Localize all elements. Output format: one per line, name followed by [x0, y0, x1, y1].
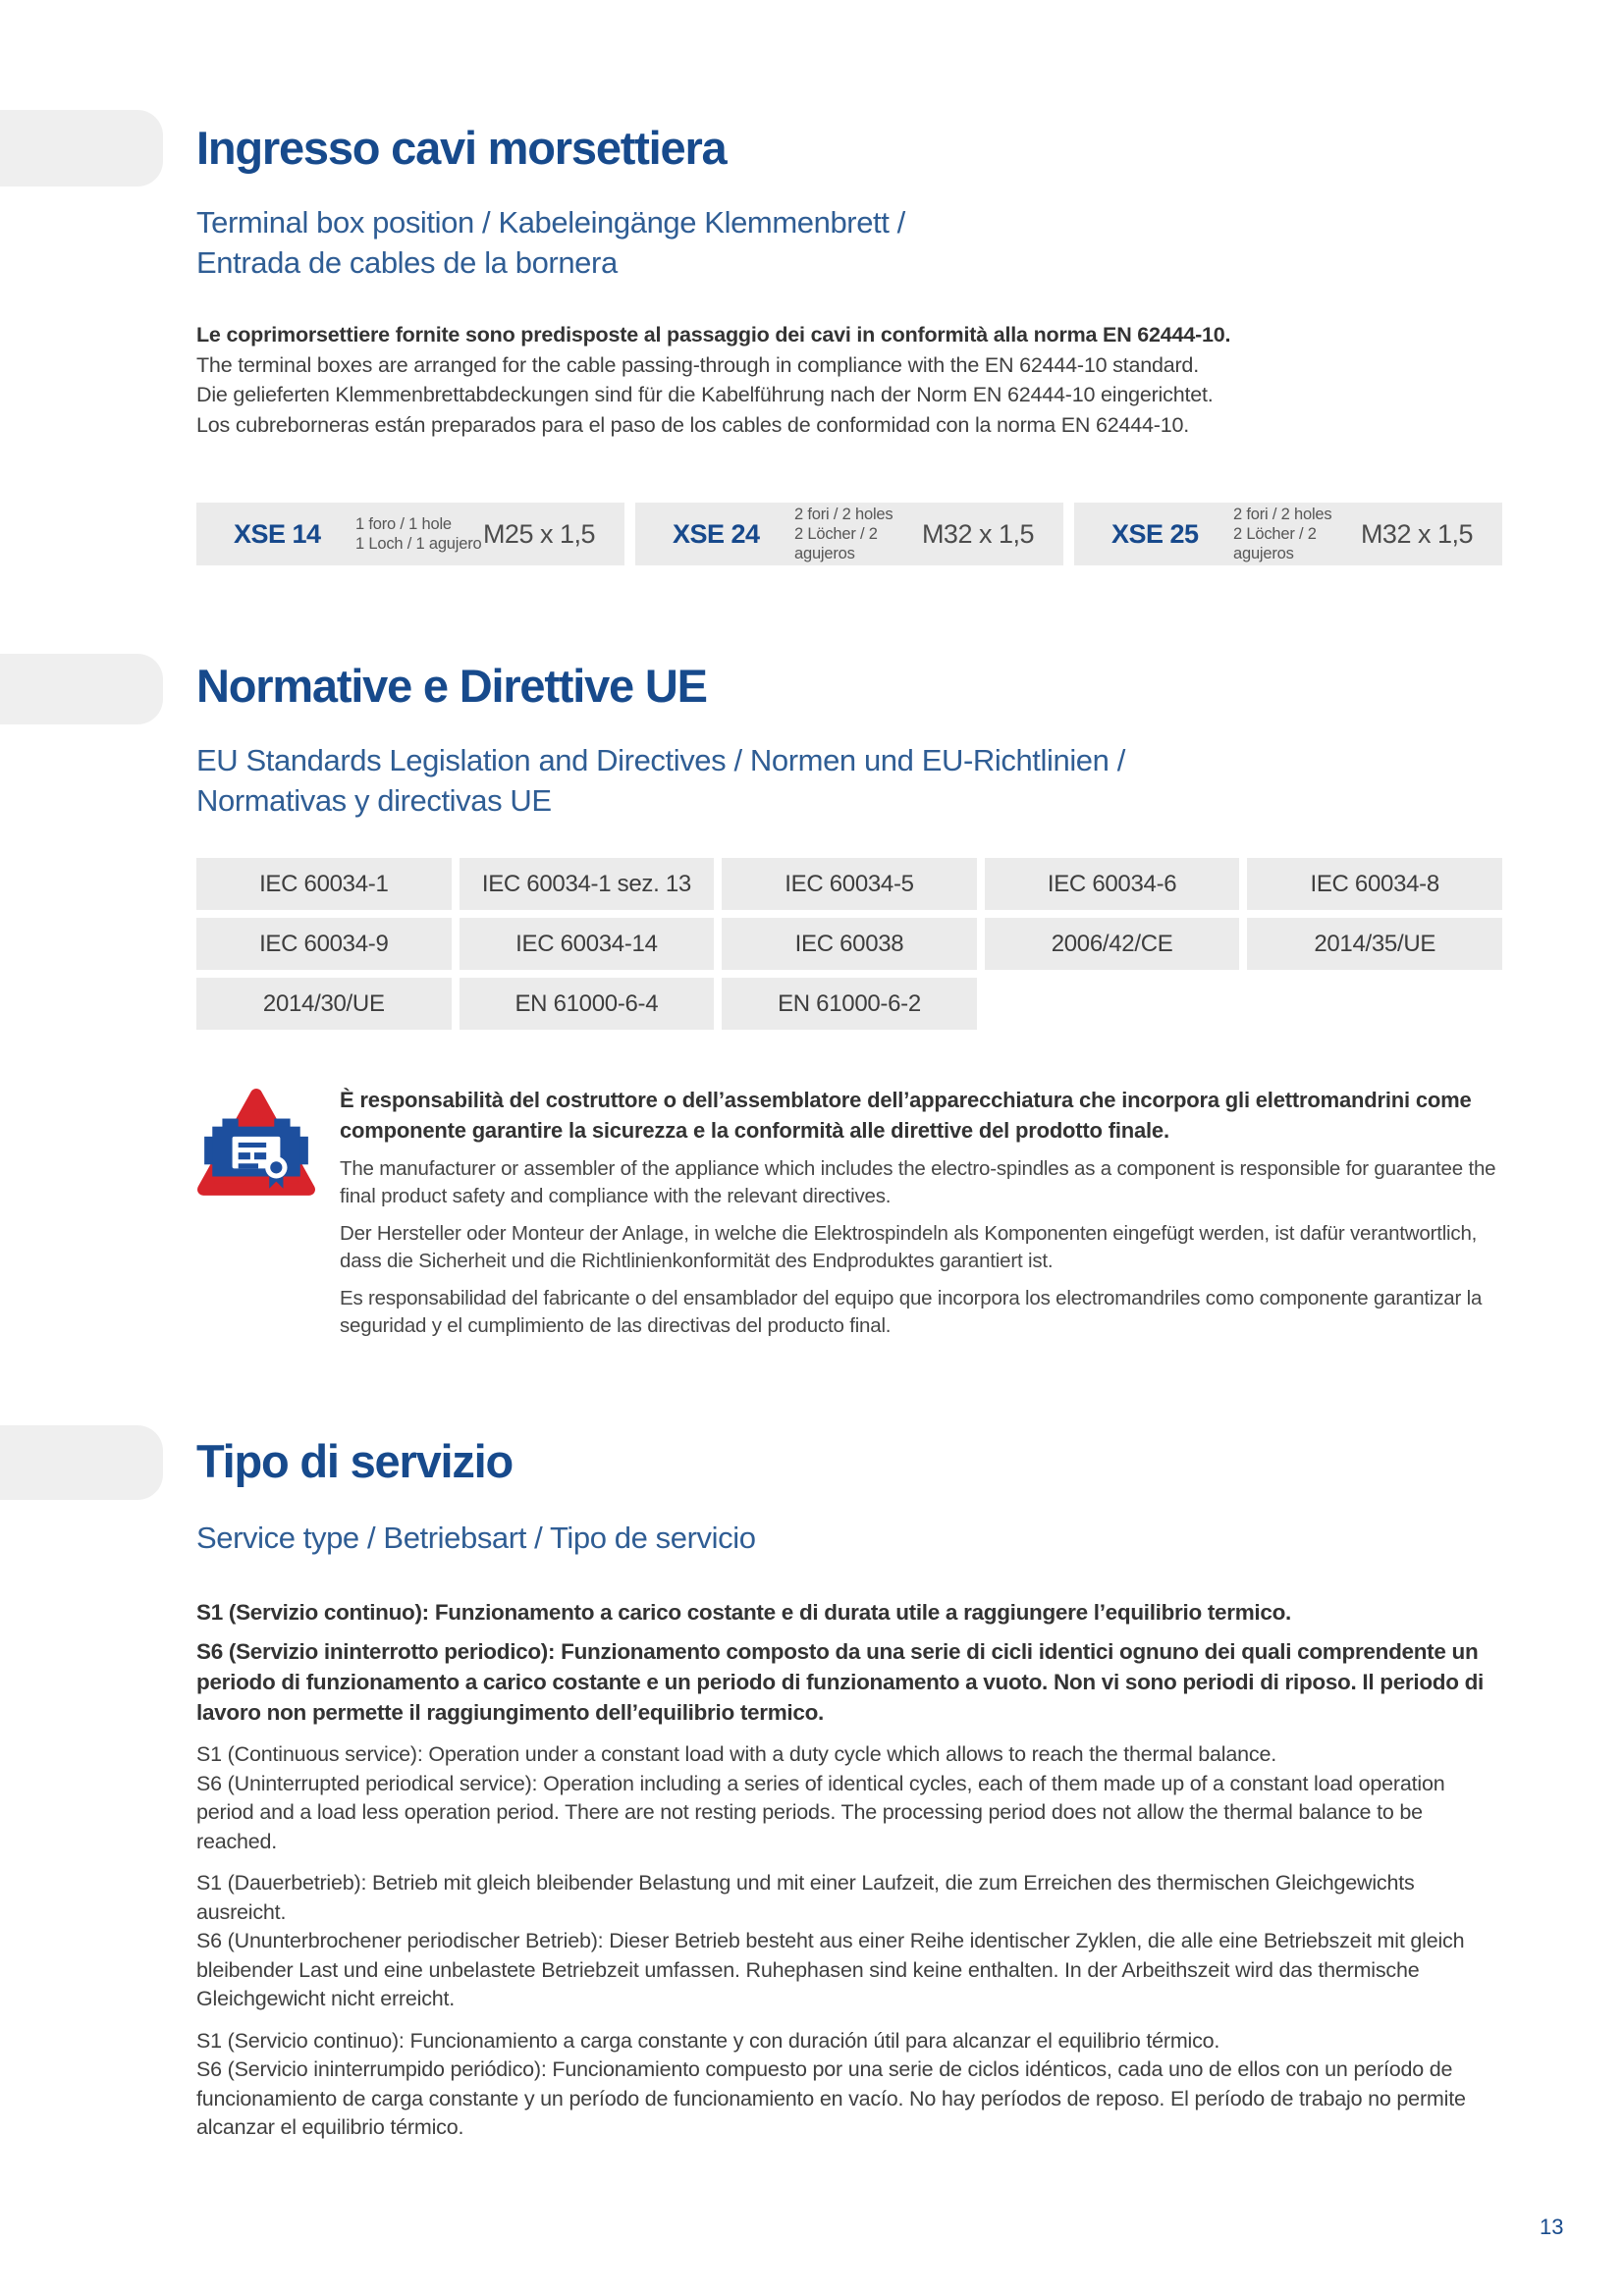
- model-thread-size: M25 x 1,5: [482, 518, 595, 549]
- service-english: [196, 1740, 1502, 1856]
- table-row: [635, 503, 1063, 565]
- section-subtitle-standards: [196, 740, 1502, 821]
- standard-item: 2006/42/CE: [985, 918, 1240, 970]
- service-s6-english: S6 (Uninterrupted periodical service): Operation including a series of identical cycles, each of them made up of a constant load operation period and a load less operation period. There are not resting periods. The processing period does not allow the thermal balance to be reached.: [196, 1771, 1445, 1853]
- service-italian: [196, 1597, 1502, 1728]
- table-row: [196, 503, 624, 565]
- standard-item: 2014/30/UE: [196, 978, 452, 1030]
- intro-italian: Le coprimorsettiere fornite sono predisposte al passaggio dei cavi in conformità alla norma EN 62444-10.: [196, 323, 1231, 347]
- standard-item: IEC 60034-14: [460, 918, 715, 970]
- section-terminal-box: [196, 122, 1502, 565]
- model-thread-size: M32 x 1,5: [1360, 518, 1473, 549]
- section-service-type: [196, 1435, 1502, 2143]
- standard-item: IEC 60034-1 sez. 13: [460, 858, 715, 910]
- service-s6-spanish: S6 (Servicio ininterrumpido periódico): Funcionamiento compuesto por una serie de ciclos idénticos, cada uno de ellos con un período de funcionamiento de carga constante y un período de funcionamiento en vacío. No hay períodos de reposo. El período de trabajo no permite alcanzar el equilibrio térmico.: [196, 2057, 1466, 2140]
- section-title-terminal: Ingresso cavi morsettiera: [196, 122, 727, 174]
- section-side-tab: [0, 654, 163, 724]
- page-content: [196, 0, 1502, 2143]
- service-s6-italian: S6 (Servizio ininterrotto periodico): Funzionamento composto da una serie di cicli identici ognuno dei quali comprendente un periodo di funzionamento a carico costante e un periodo di funzionamento a vuoto. Non vi sono periodi di riposo. Il periodo di lavoro non permette il raggiungimento dell’equilibrio termico.: [196, 1639, 1485, 1726]
- holes-line: 2 Löcher / 2 agujeros: [1233, 525, 1317, 563]
- service-s1-italian: S1 (Servizio continuo): Funzionamento a carico costante e di durata utile a raggiungere l’equilibrio termico.: [196, 1600, 1291, 1626]
- section-subtitle-terminal: [196, 202, 1502, 283]
- note-italian: È responsabilità del costruttore o dell’assemblatore dell’apparecchiatura che incorpora gli elettromandrini come componente garantire la sicurezza e la conformità alle direttive del prodotto finale.: [340, 1088, 1472, 1144]
- section-title-service: Tipo di servizio: [196, 1435, 514, 1488]
- standard-item: EN 61000-6-2: [722, 978, 977, 1030]
- service-spanish: [196, 2027, 1502, 2143]
- table-row: [1074, 503, 1502, 565]
- standard-item: IEC 60038: [722, 918, 977, 970]
- page-number: 13: [1540, 2215, 1564, 2239]
- intro-german: Die gelieferten Klemmenbrettabdeckungen sind für die Kabelführung nach der Norm EN 62444-10 eingerichtet.: [196, 383, 1214, 407]
- standards-grid: [196, 858, 1502, 1030]
- subtitle-line: Service type / Betriebsart / Tipo de servicio: [196, 1521, 756, 1556]
- service-paragraphs: [196, 1597, 1502, 2143]
- holes-line: 2 fori / 2 holes: [1233, 506, 1332, 524]
- subtitle-line: Terminal box position / Kabeleingänge Klemmenbrett /: [196, 205, 905, 240]
- standard-item: EN 61000-6-4: [460, 978, 715, 1030]
- section-side-tab: [0, 110, 163, 187]
- section-side-tab: [0, 1425, 163, 1500]
- subtitle-line: Normativas y directivas UE: [196, 783, 552, 819]
- standard-item: IEC 60034-8: [1247, 858, 1502, 910]
- intro-english: The terminal boxes are arranged for the cable passing-through in compliance with the EN 62444-10 standard.: [196, 352, 1199, 377]
- subtitle-line: Entrada de cables de la bornera: [196, 245, 618, 281]
- model-holes: [794, 505, 922, 563]
- holes-line: 2 Löcher / 2 agujeros: [794, 525, 878, 563]
- note-spanish: Es responsabilidad del fabricante o del ensamblador del equipo que incorpora los electromandriles como componente garantizar la seguridad y el cumplimiento de las directivas del producto final.: [340, 1287, 1483, 1337]
- model-holes: [355, 514, 483, 554]
- service-s1-german: S1 (Dauerbetrieb): Betrieb mit gleich bleibender Belastung und mit einer Laufzeit, die zum Erreichen des thermischen Gleichgewichts ausreicht.: [196, 1871, 1415, 1924]
- model-name: XSE 25: [1111, 518, 1199, 549]
- responsibility-note: [196, 1085, 1502, 1339]
- section-subtitle-service: [196, 1518, 1502, 1558]
- standard-item: 2014/35/UE: [1247, 918, 1502, 970]
- standard-item: IEC 60034-5: [722, 858, 977, 910]
- certificate-warning-icon: [196, 1087, 316, 1206]
- terminal-models-table: [196, 503, 1502, 565]
- intro-spanish: Los cubreborneras están preparados para el paso de los cables de conformidad con la norma EN 62444-10.: [196, 412, 1190, 437]
- section-standards: [196, 660, 1502, 1339]
- note-german: Der Hersteller oder Monteur der Anlage, in welche die Elektrospindeln als Komponenten eingefügt werden, ist dafür verantwortlich, dass die Sicherheit und die Richtlinienkonformität des Endproduktes garantiert ist.: [340, 1222, 1478, 1272]
- standard-item: IEC 60034-6: [985, 858, 1240, 910]
- note-english: The manufacturer or assembler of the appliance which includes the electro-spindles as a component is responsible for guarantee the final product safety and compliance with the relevant directives.: [340, 1157, 1496, 1207]
- subtitle-line: EU Standards Legislation and Directives / Normen und EU-Richtlinien /: [196, 743, 1125, 778]
- model-name: XSE 14: [234, 518, 321, 549]
- model-name: XSE 24: [673, 518, 760, 549]
- standard-item: IEC 60034-1: [196, 858, 452, 910]
- responsibility-note-text: [340, 1085, 1502, 1339]
- model-holes: [1233, 505, 1361, 563]
- section-title-standards: Normative e Direttive UE: [196, 660, 707, 713]
- holes-line: 1 foro / 1 hole: [355, 515, 452, 534]
- holes-line: 1 Loch / 1 agujero: [355, 535, 482, 554]
- model-thread-size: M32 x 1,5: [921, 518, 1034, 549]
- standard-item: IEC 60034-9: [196, 918, 452, 970]
- service-s1-spanish: S1 (Servicio continuo): Funcionamiento a carga constante y con duración útil para alcanzar el equilibrio térmico.: [196, 2028, 1220, 2053]
- terminal-intro-paragraphs: [196, 320, 1502, 440]
- service-s1-english: S1 (Continuous service): Operation under a constant load with a duty cycle which allows to reach the thermal balance.: [196, 1742, 1276, 1767]
- holes-line: 2 fori / 2 holes: [794, 506, 893, 524]
- service-german: [196, 1869, 1502, 2014]
- service-s6-german: S6 (Ununterbrochener periodischer Betrieb): Dieser Betrieb besteht aus einer Reihe identischer Zyklen, die alle eine Betriebszeit mit gleich bleibender Last und eine unbelastete Betriebzeit umfassen. Ruhephasen sind keine enthalten. In der Arbeithszeit wird das thermische Gleichgewicht nicht erreicht.: [196, 1929, 1465, 2011]
